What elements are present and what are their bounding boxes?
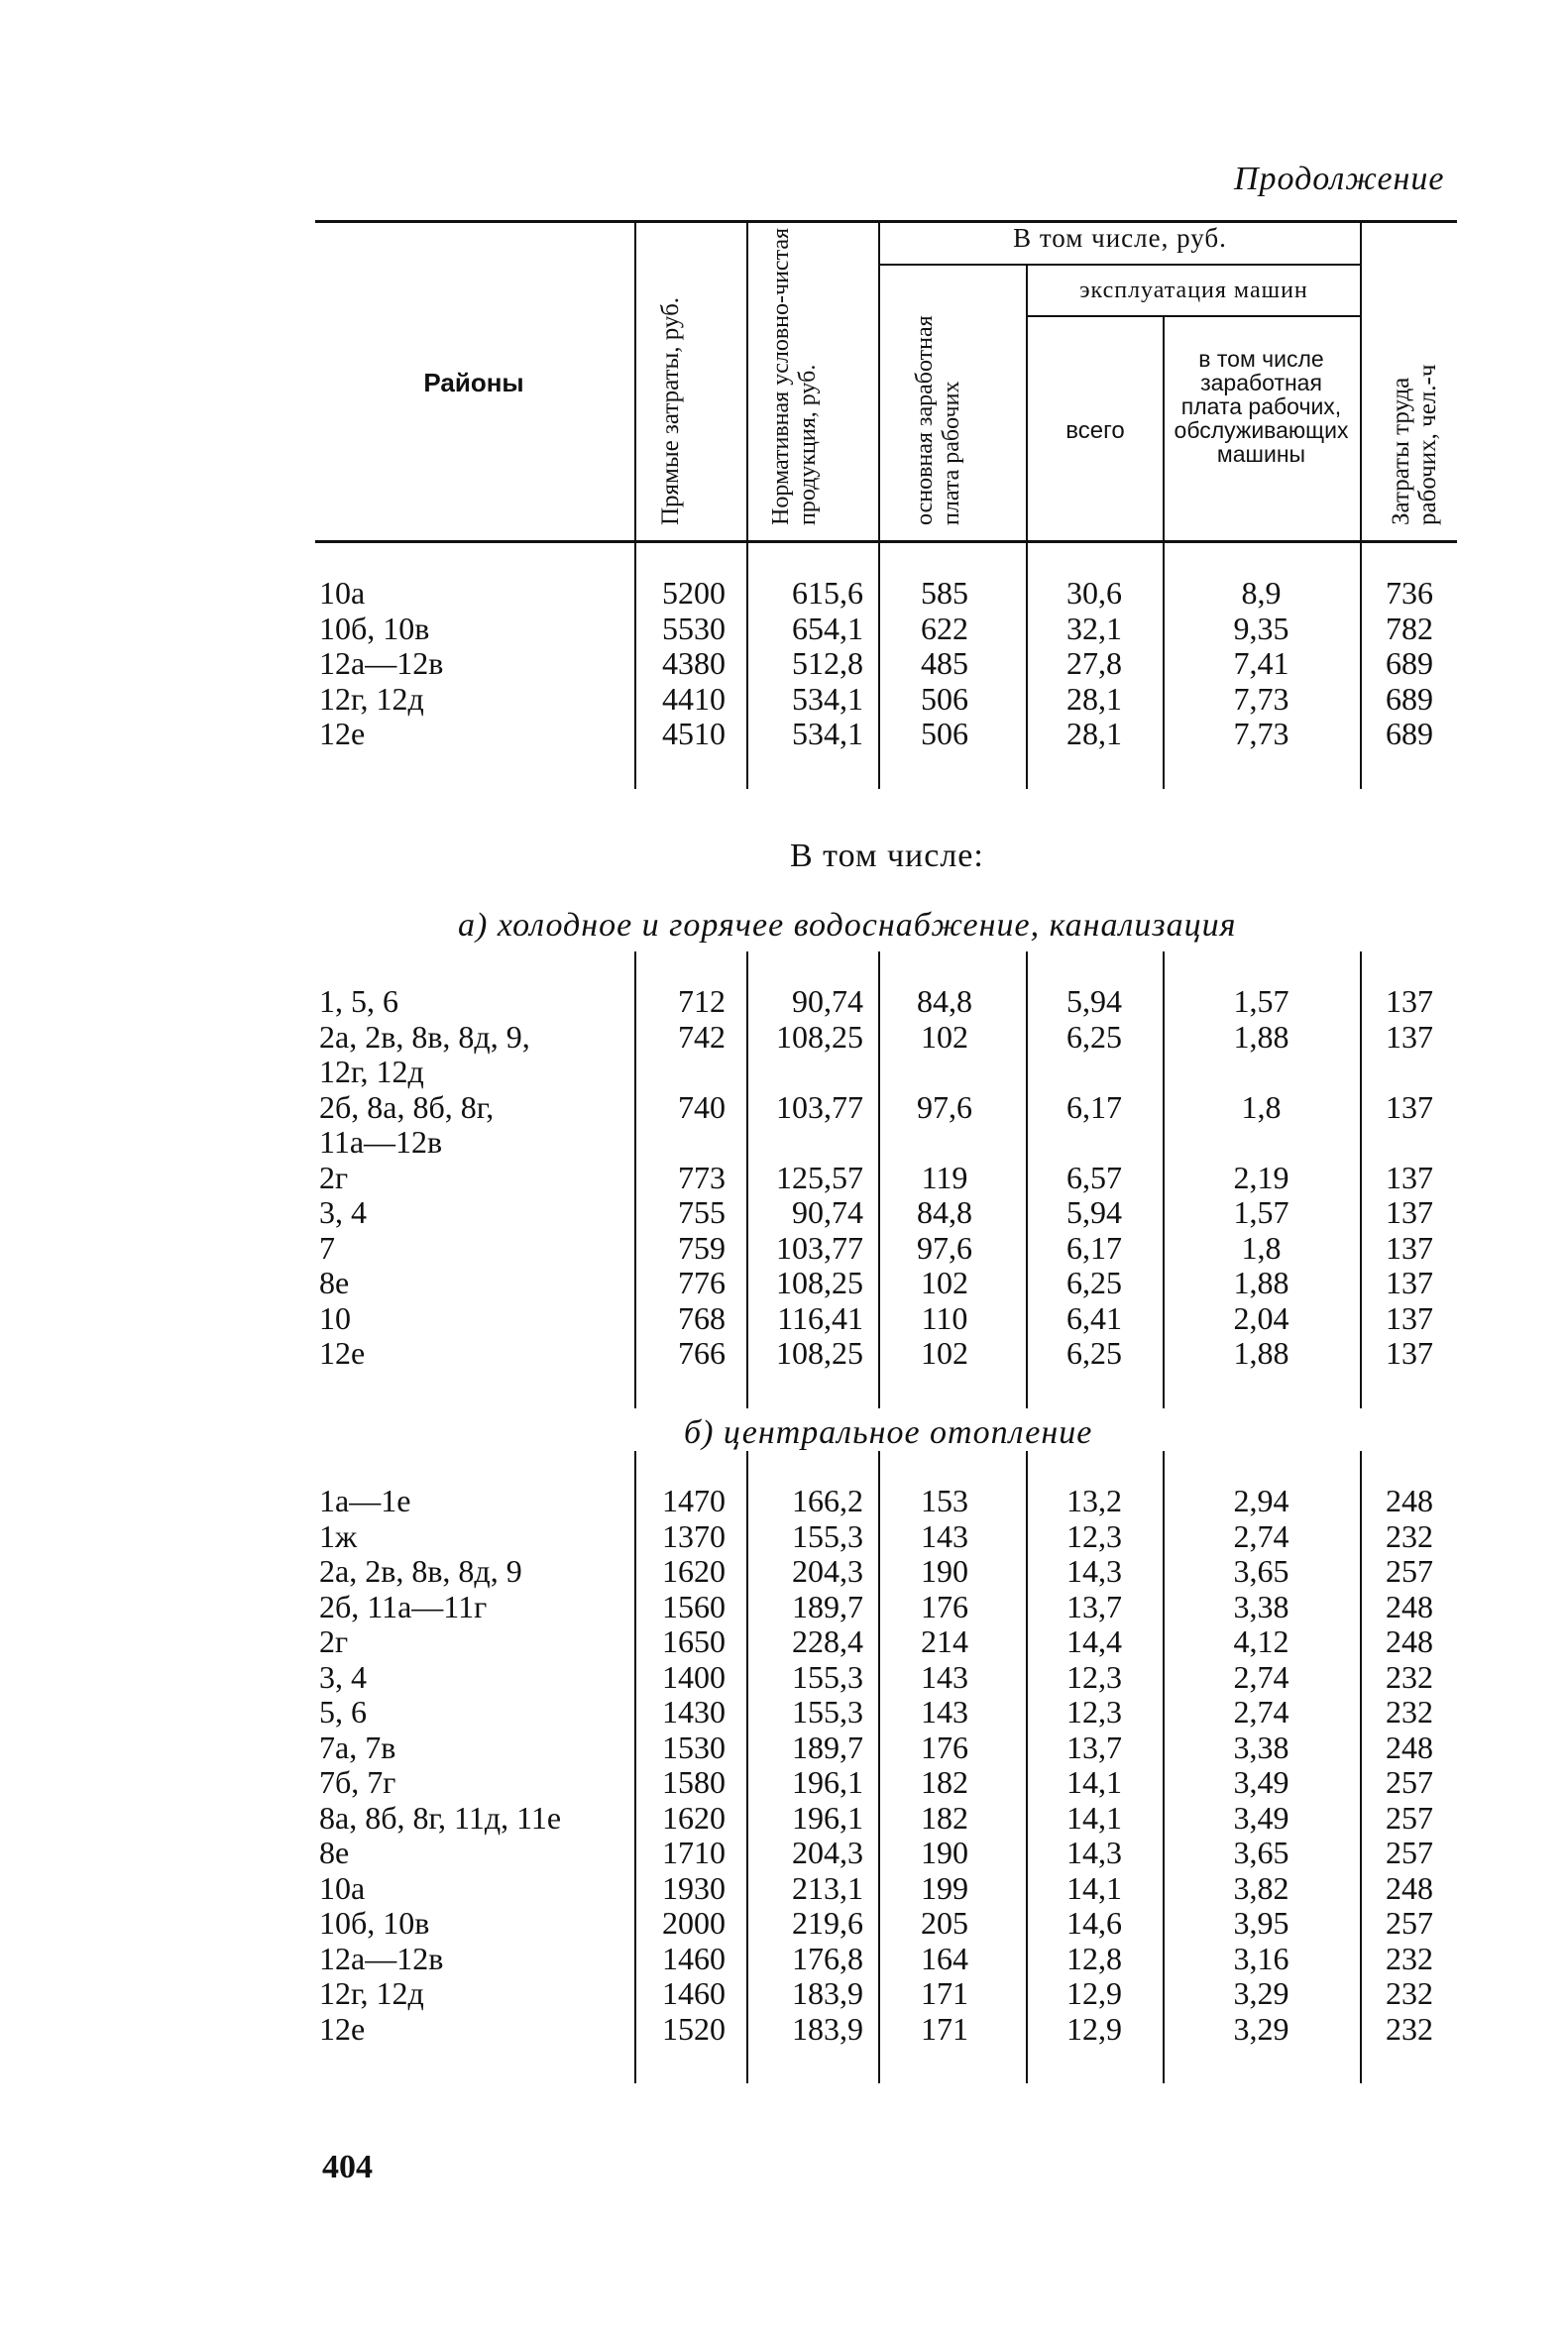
table-cell-norm: 204,3 — [792, 1553, 863, 1589]
table-cell-mwage: 3,29 — [1233, 2010, 1289, 2047]
table-cell-direct: 5530 — [662, 610, 726, 646]
table-cell-region: 2а, 2в, 8в, 8д, 9 — [319, 1553, 522, 1589]
table-cell-mtotal: 28,1 — [1066, 680, 1122, 717]
table-cell-labor: 137 — [1386, 1088, 1433, 1125]
table-cell-mtotal: 12,8 — [1066, 1940, 1122, 1976]
table-cell-mwage: 3,82 — [1233, 1869, 1289, 1906]
table-cell-norm: 125,57 — [776, 1159, 863, 1195]
table-cell-region: 7а, 7в — [319, 1729, 396, 1765]
table-cell-direct: 742 — [678, 1018, 726, 1055]
table-cell-labor: 137 — [1386, 1265, 1433, 1300]
table-cell-wage: 102 — [921, 1018, 968, 1055]
table-cell-norm: 103,77 — [776, 1229, 863, 1266]
table-cell-mwage: 3,38 — [1233, 1588, 1289, 1624]
table-cell-wage: 171 — [921, 2010, 968, 2047]
table-cell-norm: 116,41 — [777, 1299, 863, 1336]
table-cell-mwage: 2,19 — [1233, 1159, 1289, 1195]
table-cell-mtotal: 12,3 — [1066, 1658, 1122, 1695]
table-cell-mwage: 1,57 — [1233, 1194, 1289, 1230]
table-cell-mwage: 3,38 — [1233, 1729, 1289, 1765]
table-cell-mtotal: 13,7 — [1066, 1729, 1122, 1765]
header-machines: эксплуатация машин — [1079, 278, 1308, 303]
table-cell-direct: 4510 — [662, 716, 726, 751]
table-cell-labor: 137 — [1386, 1159, 1433, 1195]
table-cell-mwage: 1,88 — [1233, 1018, 1289, 1055]
header-regions: Районы — [423, 368, 524, 397]
table-cell-region: 12е — [319, 2010, 366, 2047]
table-cell-wage: 102 — [921, 1265, 968, 1300]
table-cell-region: 3, 4 — [319, 1194, 367, 1230]
table-cell-direct: 768 — [678, 1299, 726, 1336]
table-cell-mwage: 9,35 — [1233, 610, 1289, 646]
table-cell-norm: 213,1 — [792, 1869, 863, 1906]
table-cell-direct: 4380 — [662, 645, 726, 681]
table-cell-mtotal: 14,1 — [1066, 1799, 1122, 1836]
table-cell-labor: 137 — [1386, 1299, 1433, 1336]
table-cell-mwage: 2,94 — [1233, 1483, 1289, 1518]
table-cell-labor: 257 — [1386, 1553, 1433, 1589]
table-cell-norm: 108,25 — [776, 1265, 863, 1300]
table-cell-mwage: 1,88 — [1233, 1265, 1289, 1300]
table-cell-region: 12г, 12д — [319, 1054, 424, 1089]
table-cell-labor: 248 — [1386, 1588, 1433, 1624]
table-cell-norm: 654,1 — [792, 610, 863, 646]
table-cell-labor: 689 — [1386, 645, 1433, 681]
table-cell-labor: 137 — [1386, 1335, 1433, 1371]
table-cell-wage: 84,8 — [917, 983, 972, 1019]
table-cell-direct: 766 — [678, 1335, 726, 1371]
table-cell-region: 10б, 10в — [319, 610, 430, 646]
table-cell-region: 10а — [319, 1869, 366, 1906]
table-cell-wage: 506 — [921, 680, 968, 717]
table-cell-norm: 204,3 — [792, 1835, 863, 1870]
table-cell-mtotal: 5,94 — [1066, 983, 1122, 1019]
table-cell-wage: 110 — [921, 1299, 968, 1336]
table-cell-direct: 4410 — [662, 680, 726, 717]
table-cell-region: 7б, 7г — [319, 1764, 396, 1800]
table-cell-wage: 143 — [921, 1658, 968, 1695]
table-cell-mtotal: 27,8 — [1066, 645, 1122, 681]
table-cell-direct: 5200 — [662, 575, 726, 611]
table-cell-mwage: 7,41 — [1233, 645, 1289, 681]
header-labor: Затраты труда рабочих, чел.-ч — [1388, 364, 1441, 525]
table-cell-wage: 171 — [921, 1975, 968, 2011]
table-cell-wage: 143 — [921, 1694, 968, 1730]
table-cell-labor: 257 — [1386, 1905, 1433, 1941]
table-cell-wage: 214 — [921, 1623, 968, 1659]
table-cell-direct: 1460 — [662, 1975, 726, 2011]
table-cell-mwage: 8,9 — [1241, 575, 1282, 611]
table-cell-wage: 84,8 — [917, 1194, 972, 1230]
table-cell-wage: 153 — [921, 1483, 968, 1518]
table-cell-wage: 622 — [921, 610, 968, 646]
table-cell-mtotal: 12,3 — [1066, 1517, 1122, 1554]
table-cell-norm: 196,1 — [792, 1764, 863, 1800]
section-b-title: б) центральное отопление — [684, 1414, 1093, 1451]
table-cell-wage: 585 — [921, 575, 968, 611]
table-cell-labor: 257 — [1386, 1835, 1433, 1870]
table-cell-region: 10б, 10в — [319, 1905, 430, 1941]
table-cell-region: 10 — [319, 1299, 351, 1336]
page-number: 404 — [322, 2149, 373, 2185]
table-cell-direct: 1620 — [662, 1799, 726, 1836]
table-cell-mtotal: 6,57 — [1066, 1159, 1122, 1195]
table-cell-labor: 137 — [1386, 1018, 1433, 1055]
table-cell-direct: 755 — [678, 1194, 726, 1230]
table-cell-norm: 176,8 — [792, 1940, 863, 1976]
table-cell-direct: 1650 — [662, 1623, 726, 1659]
table-cell-mtotal: 14,6 — [1066, 1905, 1122, 1941]
table-cell-mwage: 4,12 — [1233, 1623, 1289, 1659]
table-cell-direct: 1620 — [662, 1553, 726, 1589]
table-cell-wage: 199 — [921, 1869, 968, 1906]
table-cell-mwage: 2,04 — [1233, 1299, 1289, 1336]
table-cell-mtotal: 14,1 — [1066, 1764, 1122, 1800]
table-cell-mwage: 3,65 — [1233, 1835, 1289, 1870]
table-cell-region: 2а, 2в, 8в, 8д, 9, — [319, 1018, 530, 1055]
table-cell-norm: 615,6 — [792, 575, 863, 611]
table-cell-region: 8е — [319, 1265, 350, 1300]
table-cell-mtotal: 12,9 — [1066, 1975, 1122, 2011]
table-cell-region: 11а—12в — [319, 1124, 443, 1160]
top-rule — [315, 220, 1457, 223]
table-cell-region: 2г — [319, 1159, 349, 1195]
table-cell-direct: 1710 — [662, 1835, 726, 1870]
table-cell-norm: 155,3 — [792, 1658, 863, 1695]
table-cell-wage: 164 — [921, 1940, 968, 1976]
table-cell-region: 12е — [319, 1335, 366, 1371]
table-cell-region: 12е — [319, 716, 366, 751]
table-cell-mtotal: 12,3 — [1066, 1694, 1122, 1730]
table-cell-mtotal: 5,94 — [1066, 1194, 1122, 1230]
table-cell-direct: 759 — [678, 1229, 726, 1266]
table-cell-labor: 257 — [1386, 1799, 1433, 1836]
header-incl-wage: в том числе заработная плата рабочих, обслуживающих машины — [1174, 346, 1349, 467]
table-cell-mwage: 3,29 — [1233, 1975, 1289, 2011]
table-cell-region: 12а—12в — [319, 1940, 444, 1976]
table-cell-norm: 108,25 — [776, 1335, 863, 1371]
table-cell-mwage: 3,95 — [1233, 1905, 1289, 1941]
table-cell-wage: 190 — [921, 1553, 968, 1589]
table-cell-labor: 689 — [1386, 680, 1433, 717]
section-intro: В том числе: — [790, 837, 984, 874]
table-cell-norm: 166,2 — [792, 1483, 863, 1518]
table-cell-labor: 782 — [1386, 610, 1433, 646]
table-cell-labor: 248 — [1386, 1483, 1433, 1518]
table-cell-norm: 108,25 — [776, 1018, 863, 1055]
table-cell-labor: 736 — [1386, 575, 1433, 611]
header-bottom-rule — [315, 540, 1457, 543]
table-cell-labor: 248 — [1386, 1623, 1433, 1659]
table-cell-mwage: 1,57 — [1233, 983, 1289, 1019]
table-cell-mtotal: 6,25 — [1066, 1265, 1122, 1300]
table-cell-mtotal: 28,1 — [1066, 716, 1122, 751]
table-cell-region: 2б, 8а, 8б, 8г, — [319, 1088, 495, 1125]
table-cell-labor: 232 — [1386, 1975, 1433, 2011]
table-cell-region: 12г, 12д — [319, 680, 424, 717]
table-cell-mtotal: 6,17 — [1066, 1229, 1122, 1266]
table-cell-wage: 102 — [921, 1335, 968, 1371]
table-cell-direct: 773 — [678, 1159, 726, 1195]
table-cell-direct: 712 — [678, 983, 726, 1019]
table-cell-direct: 1580 — [662, 1764, 726, 1800]
table-cell-wage: 97,6 — [917, 1229, 972, 1266]
header-direct-costs: Прямые затраты, руб. — [657, 296, 684, 525]
table-cell-mwage: 3,16 — [1233, 1940, 1289, 1976]
table-cell-region: 3, 4 — [319, 1658, 367, 1695]
table-cell-mtotal: 13,7 — [1066, 1588, 1122, 1624]
table-cell-mtotal: 12,9 — [1066, 2010, 1122, 2047]
table-cell-norm: 103,77 — [776, 1088, 863, 1125]
table-cell-norm: 512,8 — [792, 645, 863, 681]
header-normative: Нормативная условно-чистая продукция, руб. — [768, 227, 821, 525]
table-cell-wage: 176 — [921, 1729, 968, 1765]
table-cell-norm: 155,3 — [792, 1517, 863, 1554]
table-cell-mwage: 7,73 — [1233, 716, 1289, 751]
table-cell-labor: 137 — [1386, 1229, 1433, 1266]
continuation-label: Продолжение — [1234, 161, 1445, 197]
table-cell-norm: 189,7 — [792, 1729, 863, 1765]
table-cell-mtotal: 14,3 — [1066, 1553, 1122, 1589]
table-cell-norm: 155,3 — [792, 1694, 863, 1730]
header-base-wage: основная заработная плата рабочих — [912, 315, 964, 525]
table-cell-wage: 485 — [921, 645, 968, 681]
table-cell-mwage: 3,49 — [1233, 1799, 1289, 1836]
table-cell-labor: 232 — [1386, 1940, 1433, 1976]
table-cell-mwage: 1,88 — [1233, 1335, 1289, 1371]
table-cell-region: 8е — [319, 1835, 350, 1870]
table-cell-mwage: 1,8 — [1241, 1229, 1282, 1266]
table-cell-norm: 534,1 — [792, 680, 863, 717]
table-cell-region: 2г — [319, 1623, 349, 1659]
table-cell-mtotal: 14,1 — [1066, 1869, 1122, 1906]
table-cell-norm: 90,74 — [792, 1194, 863, 1230]
table-cell-region: 2б, 11а—11г — [319, 1588, 488, 1624]
table-cell-mwage: 2,74 — [1233, 1658, 1289, 1695]
table-cell-wage: 119 — [921, 1159, 968, 1195]
table-cell-wage: 176 — [921, 1588, 968, 1624]
table-cell-wage: 205 — [921, 1905, 968, 1941]
table-cell-norm: 183,9 — [792, 1975, 863, 2011]
table-cell-wage: 97,6 — [917, 1088, 972, 1125]
table-cell-norm: 228,4 — [792, 1623, 863, 1659]
table-cell-labor: 257 — [1386, 1764, 1433, 1800]
header-total: всего — [1065, 417, 1125, 444]
table-cell-mtotal: 6,41 — [1066, 1299, 1122, 1336]
table-cell-region: 7 — [319, 1229, 335, 1266]
table-cell-labor: 232 — [1386, 2010, 1433, 2047]
table-cell-norm: 183,9 — [792, 2010, 863, 2047]
table-cell-labor: 137 — [1386, 1194, 1433, 1230]
table-cell-norm: 219,6 — [792, 1905, 863, 1941]
table-cell-wage: 182 — [921, 1799, 968, 1836]
table-cell-direct: 740 — [678, 1088, 726, 1125]
table-cell-direct: 1560 — [662, 1588, 726, 1624]
table-cell-direct: 1930 — [662, 1869, 726, 1906]
table-cell-labor: 232 — [1386, 1694, 1433, 1730]
table-cell-direct: 1400 — [662, 1658, 726, 1695]
table-cell-direct: 1530 — [662, 1729, 726, 1765]
table-cell-labor: 137 — [1386, 983, 1433, 1019]
table-cell-norm: 196,1 — [792, 1799, 863, 1836]
table-cell-labor: 232 — [1386, 1658, 1433, 1695]
table-cell-norm: 90,74 — [792, 983, 863, 1019]
table-cell-labor: 248 — [1386, 1869, 1433, 1906]
table-cell-mtotal: 30,6 — [1066, 575, 1122, 611]
table-cell-direct: 2000 — [662, 1905, 726, 1941]
table-cell-region: 1, 5, 6 — [319, 983, 398, 1019]
table-cell-wage: 506 — [921, 716, 968, 751]
table-cell-wage: 182 — [921, 1764, 968, 1800]
table-cell-direct: 1520 — [662, 2010, 726, 2047]
table-cell-mtotal: 13,2 — [1066, 1483, 1122, 1518]
table-cell-mwage: 2,74 — [1233, 1517, 1289, 1554]
table-cell-region: 10а — [319, 575, 366, 611]
table-cell-region: 5, 6 — [319, 1694, 367, 1730]
table-cell-norm: 189,7 — [792, 1588, 863, 1624]
table-cell-direct: 1460 — [662, 1940, 726, 1976]
table-cell-direct: 1430 — [662, 1694, 726, 1730]
table-cell-mtotal: 6,25 — [1066, 1018, 1122, 1055]
table-cell-direct: 1470 — [662, 1483, 726, 1518]
section-a-title: а) холодное и горячее водоснабжение, канализация — [458, 907, 1237, 944]
table-cell-wage: 190 — [921, 1835, 968, 1870]
table-cell-mwage: 3,65 — [1233, 1553, 1289, 1589]
table-cell-region: 12г, 12д — [319, 1975, 424, 2011]
table-cell-mtotal: 32,1 — [1066, 610, 1122, 646]
table-cell-mtotal: 6,17 — [1066, 1088, 1122, 1125]
table-cell-labor: 232 — [1386, 1517, 1433, 1554]
table-cell-mwage: 1,8 — [1241, 1088, 1282, 1125]
table-cell-labor: 248 — [1386, 1729, 1433, 1765]
table-cell-mwage: 2,74 — [1233, 1694, 1289, 1730]
table-cell-mwage: 7,73 — [1233, 680, 1289, 717]
table-cell-region: 1ж — [319, 1517, 358, 1554]
table-cell-norm: 534,1 — [792, 716, 863, 751]
table-cell-mwage: 3,49 — [1233, 1764, 1289, 1800]
table-cell-region: 12а—12в — [319, 645, 444, 681]
table-cell-direct: 1370 — [662, 1517, 726, 1554]
table-cell-wage: 143 — [921, 1517, 968, 1554]
table-cell-mtotal: 14,3 — [1066, 1835, 1122, 1870]
table-cell-region: 8а, 8б, 8г, 11д, 11е — [319, 1799, 562, 1836]
table-cell-mtotal: 6,25 — [1066, 1335, 1122, 1371]
table-cell-mtotal: 14,4 — [1066, 1623, 1122, 1659]
header-incl-rub: В том числе, руб. — [1013, 223, 1227, 253]
table-cell-region: 1а—1е — [319, 1483, 411, 1518]
table-cell-direct: 776 — [678, 1265, 726, 1300]
table-cell-labor: 689 — [1386, 716, 1433, 751]
